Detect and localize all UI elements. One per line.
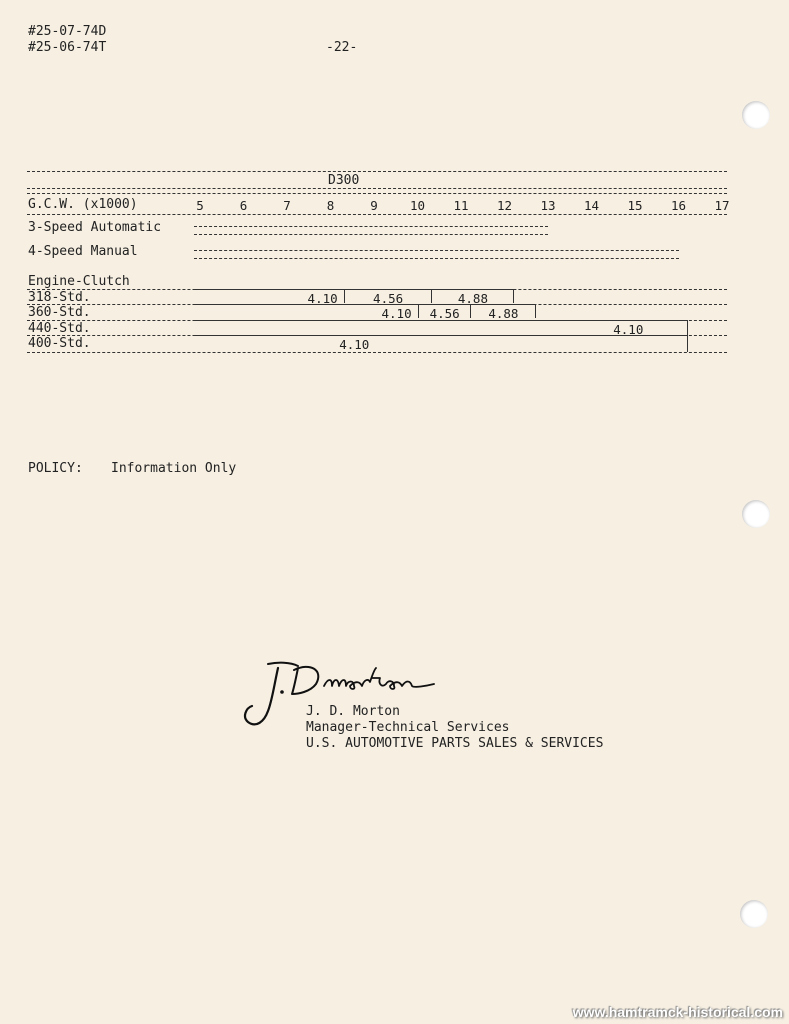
policy-value: Information Only [111, 461, 237, 476]
segment-line-318-0 [194, 289, 344, 290]
gear-ratio-label: 4.10 [381, 306, 412, 321]
segment-end-360-1 [470, 304, 471, 318]
transmission-bar-manual-2 [194, 258, 679, 259]
x-axis-label: G.C.W. (x1000) [28, 197, 138, 212]
signer-title: Manager-Technical Services [306, 720, 510, 735]
engine-label-360: 360-Std. [28, 305, 91, 320]
engine-label-400: 400-Std. [28, 336, 91, 351]
binder-hole-middle [742, 500, 770, 528]
segment-end-318-2 [513, 289, 514, 303]
gear-ratio-label: 4.10 [613, 322, 644, 337]
engine-row-rule-bottom [27, 352, 727, 353]
x-tick-15: 15 [627, 198, 643, 213]
engine-label-440: 440-Std. [28, 321, 91, 336]
segment-end-360-2 [535, 304, 536, 318]
policy-label: POLICY: [28, 461, 83, 476]
chart-rule-top [27, 171, 727, 172]
x-tick-7: 7 [283, 198, 291, 213]
gear-ratio-label: 4.88 [457, 291, 488, 306]
x-tick-12: 12 [496, 198, 513, 213]
segment-line-360-2 [464, 304, 535, 305]
chart-rule-3 [27, 193, 727, 194]
signer-organization: U.S. AUTOMOTIVE PARTS SALES & SERVICES [306, 736, 604, 751]
gear-ratio-label: 4.10 [307, 291, 338, 306]
chart-rule-2 [27, 188, 727, 189]
segment-line-440-0 [194, 320, 687, 321]
x-tick-17: 17 [714, 198, 730, 213]
gear-ratio-label: 4.56 [373, 291, 404, 306]
transmission-bar-manual-1 [194, 250, 679, 251]
x-tick-5: 5 [196, 198, 204, 213]
gear-ratio-label: 4.88 [488, 306, 519, 321]
x-tick-10: 10 [409, 198, 426, 213]
segment-line-400-0 [194, 335, 687, 336]
page-number: -22- [326, 40, 358, 55]
signer-name: J. D. Morton [306, 704, 400, 719]
engine-label-318: 318-Std. [28, 290, 91, 305]
x-tick-11: 11 [453, 198, 469, 213]
doc-code-2: #25-06-74T [28, 40, 107, 55]
transmission-bar-auto-1 [194, 226, 548, 227]
segment-line-318-1 [338, 289, 431, 290]
x-tick-8: 8 [326, 198, 335, 213]
x-tick-14: 14 [583, 198, 600, 213]
gear-ratio-label: 4.10 [339, 337, 370, 352]
segment-line-360-1 [412, 304, 470, 305]
doc-code-1: #25-07-74D [28, 24, 107, 39]
segment-end-318-1 [431, 289, 432, 303]
gear-ratio-label: 4.56 [429, 306, 460, 321]
segment-end-360-0 [418, 304, 419, 318]
segment-end-400-0 [687, 335, 688, 352]
binder-hole-bottom [740, 900, 768, 928]
transmission-bar-auto-2 [194, 234, 548, 235]
x-tick-9: 9 [370, 198, 378, 213]
chart-rule-4 [27, 214, 727, 215]
transmission-label-manual: 4-Speed Manual [28, 244, 138, 259]
transmission-label-auto: 3-Speed Automatic [28, 220, 162, 235]
segment-line-360-0 [194, 304, 418, 305]
segment-line-318-2 [425, 289, 514, 290]
chart-title: D300 [328, 173, 360, 188]
engine-heading: Engine-Clutch [28, 274, 130, 289]
x-tick-16: 16 [670, 198, 687, 213]
binder-hole-top [742, 101, 770, 129]
x-tick-6: 6 [239, 198, 248, 213]
segment-end-318-0 [344, 289, 345, 303]
site-watermark: www.hamtramck-historical.com [572, 1004, 783, 1020]
x-tick-13: 13 [540, 198, 556, 213]
